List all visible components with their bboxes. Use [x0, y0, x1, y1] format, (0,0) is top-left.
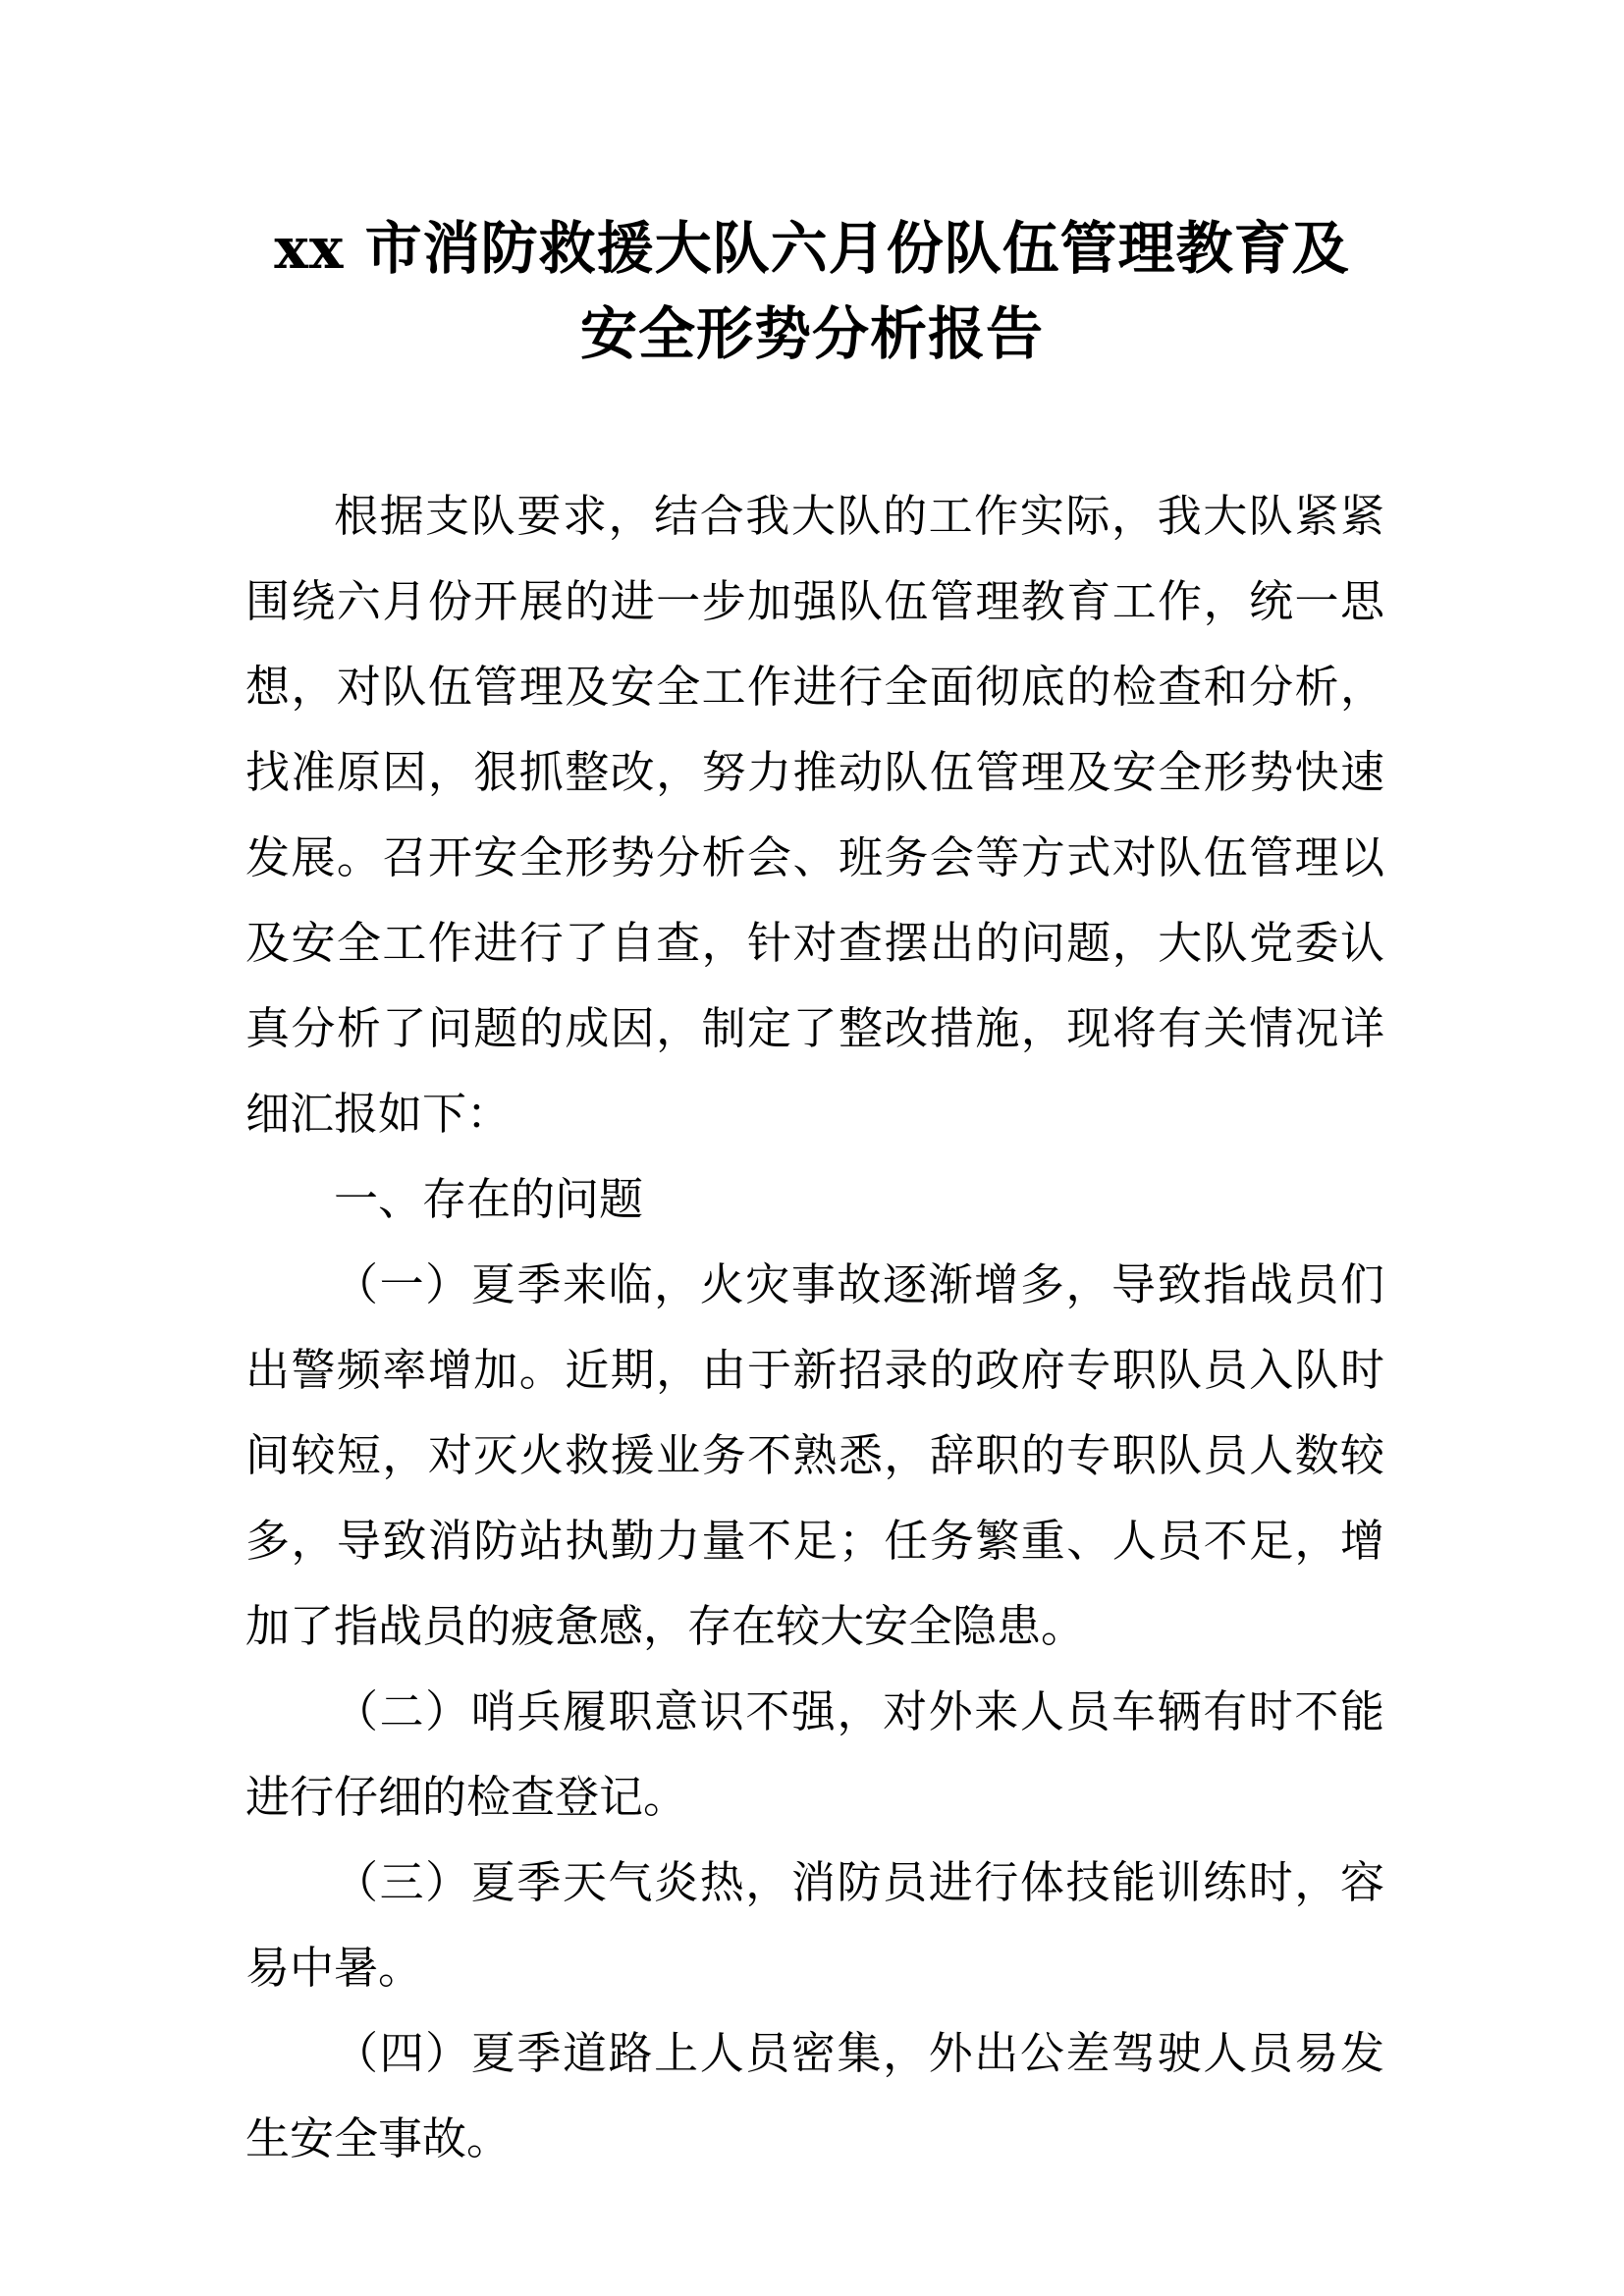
problem-item-2: （二）哨兵履职意识不强，对外来人员车辆有时不能进行仔细的检查登记。 [245, 1685, 1384, 1823]
problem-item-1: （一）夏季来临，火灾事故逐渐增多，导致指战员们出警频率增加。近期，由于新招录的政府专职队员入队时间较短，对灭火救援业务不熟悉，辞职的专职队员人数较多，导致消防站执勤力量不足；任务繁重、人员不足，增加了指战员的疲惫感，存在较大安全隐患。 [245, 1258, 1384, 1652]
problem-item-4: （四）夏季道路上人员密集，外出公差驾驶人员易发生安全事故。 [245, 2027, 1384, 2164]
section-heading-problems: 一、存在的问题 [334, 1173, 644, 1225]
intro-paragraph: 根据支队要求，结合我大队的工作实际，我大队紧紧围绕六月份开展的进一步加强队伍管理教育工作，统一思想，对队伍管理及安全工作进行全面彻底的检查和分析，找准原因，狠抓整改，努力推动队伍管理及安全形势快速发展。召开安全形势分析会、班务会等方式对队伍管理以及安全工作进行了自查，针对查摆出的问题，大队党委认真分析了问题的成因，制定了整改措施，现将有关情况详细汇报如下： [245, 490, 1384, 1140]
title-line-2: 安全形势分析报告 [579, 300, 1044, 367]
title-line-1: xx 市消防救援大队六月份队伍管理教育及 [274, 215, 1350, 282]
document-title [196, 206, 1428, 377]
problem-item-3: （三）夏季天气炎热，消防员进行体技能训练时，容易中暑。 [245, 1856, 1384, 1994]
document-body [245, 473, 1384, 2181]
